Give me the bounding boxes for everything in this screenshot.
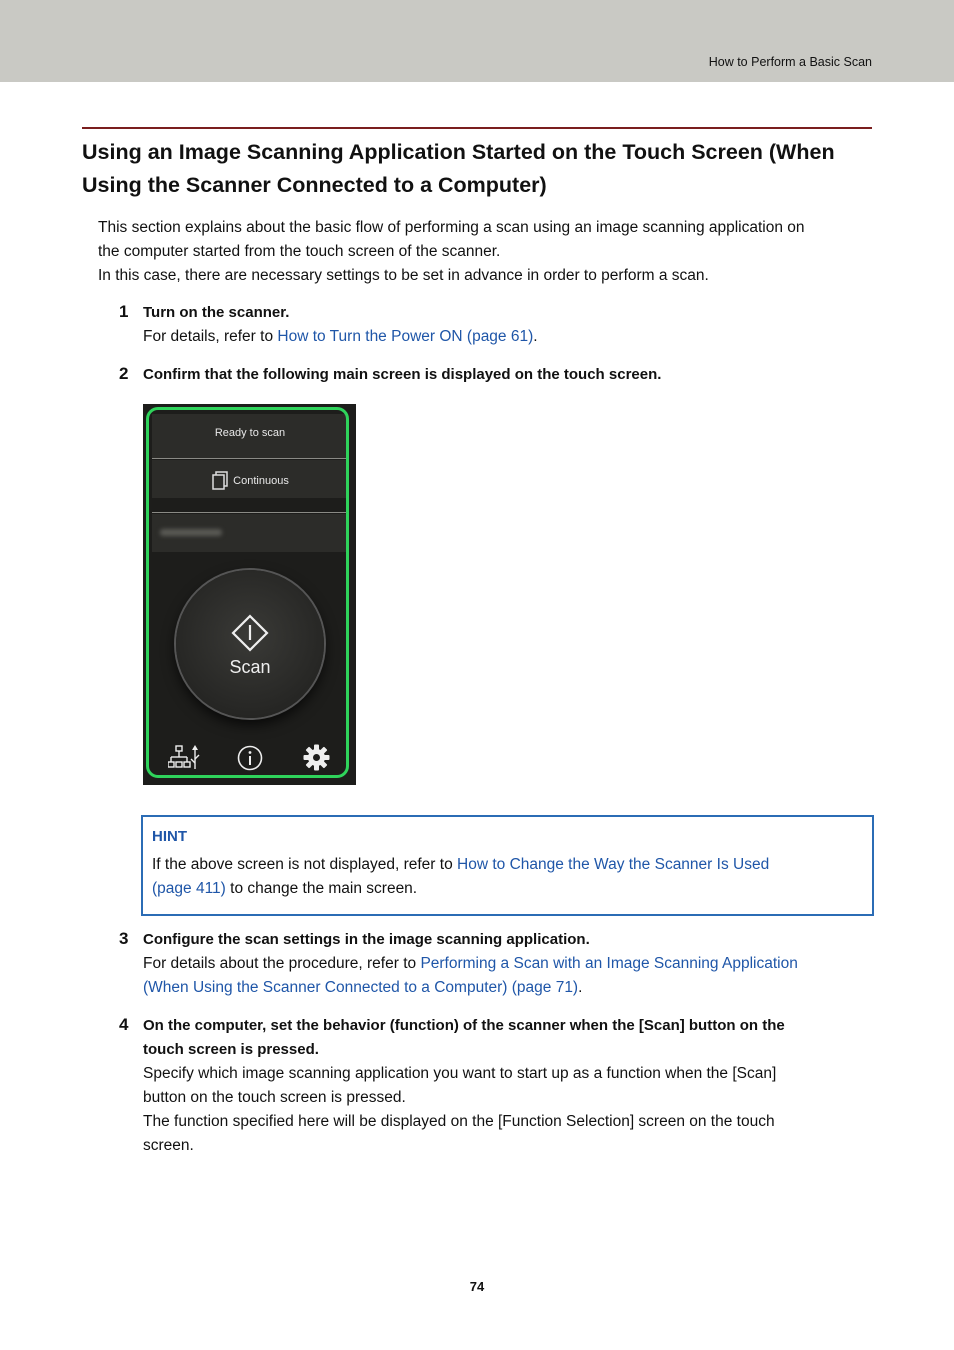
header-title: How to Perform a Basic Scan [708, 55, 872, 69]
step-4-body-line-3: The function specified here will be displayed on the [Function Selection] screen on the touch [143, 1113, 775, 1130]
header-band [0, 0, 954, 82]
step-2-number: 2 [119, 364, 129, 383]
step-3-body-line-1 [143, 952, 798, 976]
hint-line-2 [152, 877, 417, 901]
step-4-number: 4 [119, 1015, 129, 1034]
power-on-link[interactable]: How to Turn the Power ON (page 61) [277, 328, 534, 345]
step-3-number: 3 [119, 929, 129, 948]
step-4-title-line-1: On the computer, set the behavior (function) of the scanner when the [Scan] button on the [143, 1017, 785, 1034]
intro-line-2: the computer started from the touch screen of the scanner. [98, 243, 501, 260]
step-3-body-text: For details about the procedure, refer to [143, 955, 421, 972]
step-1-body [143, 325, 538, 349]
step-3-body-end: . [578, 979, 583, 996]
intro-line-3: In this case, there are necessary settings to be set in advance in order to perform a scan. [98, 267, 709, 284]
status-text: Ready to scan [214, 427, 286, 439]
mode-text: Continuous [233, 474, 289, 487]
step-2-title: Confirm that the following main screen is displayed on the touch screen. [143, 366, 662, 383]
step-3-title: Configure the scan settings in the image scanning application. [143, 931, 590, 948]
step-1-body-end: . [533, 328, 538, 345]
intro-line-1: This section explains about the basic flow of performing a scan using an image scanning application on [98, 219, 805, 236]
step-4-body-line-2: button on the touch screen is pressed. [143, 1089, 406, 1106]
section-title: Using an Image Scanning Application Started on the Touch Screen (When Using the Scanner Connected to a Computer) [82, 140, 835, 197]
step-4-body-line-1: Specify which image scanning application you want to start up as a function when the [Scan] [143, 1065, 777, 1082]
scan-app-link[interactable]: Performing a Scan with an Image Scanning Application [420, 955, 798, 972]
step-1-number: 1 [119, 302, 129, 321]
hint-text-end: to change the main screen. [225, 880, 418, 897]
section-rule [82, 127, 872, 129]
hint-line-1 [152, 853, 769, 877]
step-1-body-text: For details, refer to [143, 328, 278, 345]
scan-app-link-cont[interactable]: (When Using the Scanner Connected to a Computer) (page 71) [143, 979, 579, 996]
hint-title: HINT [152, 828, 187, 845]
hint-text: If the above screen is not displayed, refer to [152, 856, 458, 873]
screen-highlight [146, 407, 349, 778]
change-usage-link[interactable]: How to Change the Way the Scanner Is Used [457, 856, 770, 873]
scan-label: Scan [229, 657, 271, 677]
page-number: 74 [469, 1279, 485, 1294]
step-4-body-line-4: screen. [143, 1137, 194, 1154]
change-usage-link-page[interactable]: (page 411) [152, 880, 226, 897]
step-4-title-line-2: touch screen is pressed. [143, 1041, 319, 1058]
step-3-body-line-2 [143, 976, 582, 1000]
step-1-title: Turn on the scanner. [143, 304, 290, 321]
